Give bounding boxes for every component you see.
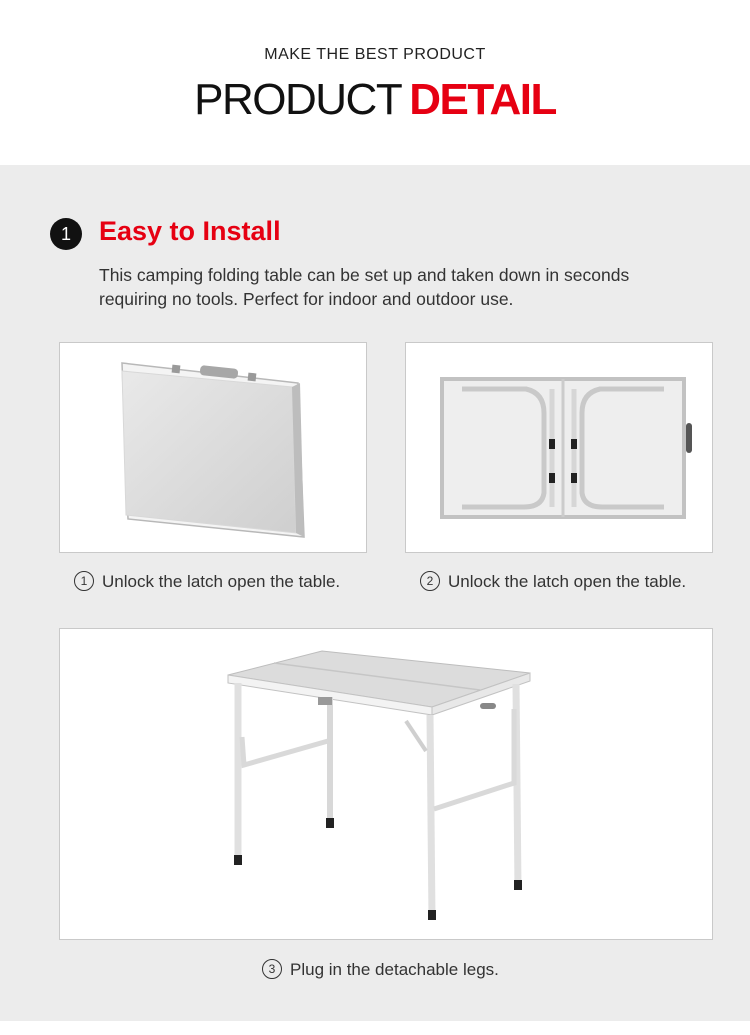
step-number-badge: 1 — [50, 218, 82, 250]
page-title — [0, 74, 750, 126]
header-kicker: MAKE THE BEST PRODUCT — [264, 46, 486, 63]
bottom-band — [0, 1021, 750, 1035]
caption-step-1 — [74, 571, 340, 592]
open-table-illustration — [406, 343, 713, 553]
photo-open-table-frame — [405, 342, 713, 553]
caption-step-2 — [420, 571, 686, 592]
page-header — [0, 0, 750, 165]
caption-number-3: 3 — [262, 959, 282, 979]
caption-text-2: Unlock the latch open the table. — [448, 572, 687, 591]
folded-table-illustration — [60, 343, 367, 553]
caption-text-3: Plug in the detachable legs. — [290, 960, 499, 979]
photo-folded-table — [59, 342, 367, 553]
caption-text-1: Unlock the latch open the table. — [102, 572, 341, 591]
photo-standing-table — [59, 628, 713, 940]
feature-title: Easy to Install — [99, 216, 281, 246]
standing-table-illustration — [60, 629, 713, 940]
title-part-detail: DETAIL — [409, 75, 556, 124]
title-part-product: PRODUCT — [194, 75, 402, 124]
caption-number-2: 2 — [420, 571, 440, 591]
caption-number-1: 1 — [74, 571, 94, 591]
caption-step-3 — [262, 959, 499, 980]
feature-description: This camping folding table can be set up and taken down in seconds requiring no tools. Perfect for indoor and outdoor use. — [99, 265, 630, 309]
